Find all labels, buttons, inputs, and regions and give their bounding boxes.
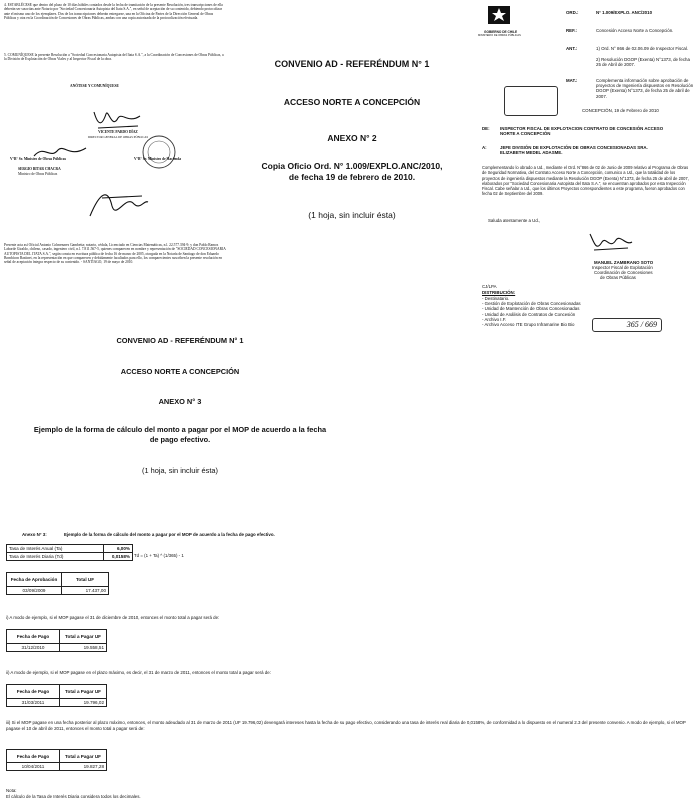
payment-table-2 (6, 684, 107, 707)
note-text: El cálculo de la Tasa de Interés Diaria considera todos los decimales. (6, 794, 141, 799)
distribution-item: - Unidad de Mantención de Obras Concesionadas (482, 306, 580, 312)
vb1-name: SERGIO BITAR CHACRA (18, 167, 61, 171)
table-row (7, 573, 109, 587)
inspector-name: MANUEL ZAMBRANO SOTO (594, 260, 654, 265)
resolution-item-5: 5. COMUNÍQUESE la presente Resolución a "Sociedad Concesionaria Autopista del Itata S.A.", a la Coordinación de Concesiones de Obras Públicas, a la División de Explotación de Obras Viales y al Inspector Fiscal de la obra. (4, 53, 224, 62)
cover2-desc-line2: de pago efectivo. (149, 435, 211, 444)
annex3-label: Anexo N° 3: (22, 532, 47, 537)
anotese-label: ANÓTESE Y COMUNÍQUESE (70, 84, 119, 88)
cover2-desc-line1: Ejemplo de la forma de cálculo del monto a pagar por el MOP de acuerdo a la fecha (33, 425, 327, 434)
distribution-item: - Destinatario. (482, 296, 510, 301)
reception-stamp (504, 86, 558, 116)
initials: CJ/LPA (482, 284, 497, 289)
rate-label: Tasa de Interés Anual (Ta) (7, 545, 104, 553)
cover1-annex: ANEXO N° 2 (327, 133, 377, 143)
cell-date: 10/04/2011 (7, 763, 60, 771)
cell-value: 19.827,28 (60, 763, 107, 771)
rate-value: 6,00% (104, 545, 133, 553)
cover2-pages: (1 hoja, sin incluir ésta) (142, 466, 218, 475)
ministry-seal (134, 132, 184, 172)
resolution-item-4: 4. ESTABLÉCESE que dentro del plazo de 10 días hábiles contados desde la fecha de tramitación de la presente Resolución, tres transcripciones de ella deberán ser suscritas ante Notario por "Sociedad Concesionaria Autopista del Itata S.A.", en señal de aceptación de su contenido, debiendo protocolizar ante el mismo uno de los ejemplares. Dos de los transcripciones deberán entregarse, una en la Oficina de Partes de la Dirección General de Obras Públicas y otra en la Coordinación de Concesiones de Obras Públicas, ambas con una copia autorizada de la protocolización efectuada. (4, 3, 223, 20)
cover1-title: CONVENIO AD - REFERÉNDUM N° 1 (274, 59, 430, 69)
vb1-role: Ministro de Obras Públicas (18, 172, 58, 176)
vb-ministro-hacienda: V°B° Sr. Ministro de Hacienda (134, 157, 182, 161)
cover1-copy-line: Copia Oficio Ord. N° 1.009/EXPLO.ANC/2010, (261, 161, 443, 171)
inspector-role-2: Coordinación de Concesiones (594, 270, 653, 275)
mat-value: Complementa información sobre aprobación de proyectos de Ingeniería dispuestos en Resolución DGOP (Exenta) N°1373, de fecha 25 de abril de 2007. (596, 78, 694, 99)
cover2-title: CONVENIO AD - REFERÉNDUM N° 1 (116, 336, 244, 345)
ant-2: 2) Resolución DGOP (Exenta) N°1373, de fecha 25 de Abril de 2007. (596, 57, 690, 68)
col-header: Fecha de Pago (7, 685, 60, 699)
gov-sub: MINISTERIO DE OBRAS PÚBLICAS (478, 34, 521, 37)
rate-label: Tasa de Interés Diaria (Td) (7, 553, 104, 561)
col-header: Total a Pagar UF (60, 685, 107, 699)
mat-label: MAT.: (566, 78, 578, 83)
col-header: Fecha de Pago (7, 750, 60, 763)
col-header: Total a Pagar UF (60, 630, 107, 644)
distribution-label: DISTRIBUCIÓN: (482, 290, 516, 295)
cover2-annex: ANEXO N° 3 (158, 397, 202, 406)
cover2-subtitle: ACCESO NORTE A CONCEPCIÓN (120, 367, 240, 376)
cell-date: 31/12/2010 (7, 644, 60, 652)
rate-formula: Td = (1 + Ta) ^ (1/365) - 1 (134, 553, 184, 558)
a-value: JEFE DIVISIÓN DE EXPLOTACIÓN DE OBRAS CONCESIONADAS SRA. ELIZABETH MEDEL ADASME. (500, 145, 648, 156)
ord-label: ORD.: (566, 10, 579, 15)
table-row (7, 750, 107, 763)
de-value: INSPECTOR FISCAL DE EXPLOTACION CONTRATO DE CONCESIÓN ACCESO NORTE A CONCEPCIÓN (500, 126, 664, 137)
paragraph-iii: iii) Si el MOP pagase en una fecha posterior al plazo máximo, entonces, el monto adeudado al 31 de marzo de 2011 (UF 19.796,02) devengará intereses hasta la fecha de su pago efectivo, considerando una tasa de interés real diaria de 0,0158%, de conformidad a lo dispuesto en el numeral 2.3 del presente convenio. A modo de ejemplo, si el MOP pagase el 10 de abril de 2011, entonces el monto total a pagar será de: (6, 720, 686, 732)
note-label: Nota: (6, 788, 17, 793)
gov-label: GOBIERNO DE CHILE (484, 30, 518, 34)
cell-value: 19.796,02 (60, 699, 107, 707)
col-header: Total a Pagar UF (60, 750, 107, 763)
table-row (7, 644, 107, 652)
signature-hacienda (82, 186, 152, 226)
cover1-subtitle: ACCESO NORTE A CONCEPCIÓN (283, 97, 421, 107)
notary-certification: Presente acta así Oficial Antonio Colmenares Gambetta; notario, cédula, Licenciado en Ciencias Matemáticas, n.l. 22.577.394-9; y don Pablo Ramos Laborde Giraldo, chileno, casado, ingeniero civil, n.l. 7.811.567-5, quienes comparecen en nombre y representación de "SOCIEDAD CONCESIONARIA AUTOPISTA DEL ITATA S.A.", según consta en escritura pública de fecha 16 de marzo de 2005, otorgada en la Notaría de Santiago de don Eduardo Bombícon Bastinet, en la representación en que comparecen y debidamente facultados para ello, los comparecientes suscriben la presente resolución en señal de aceptación íntegra respecto de su contenido. - SANTIAGO, 19 de mayo de 2010. (4, 243, 226, 265)
distribution-list (482, 296, 592, 327)
approval-table (6, 572, 109, 595)
rates-table (6, 544, 133, 561)
ref-value: Concesión Acceso Norte a Concepción. (596, 28, 674, 33)
paragraph-i: i) A modo de ejemplo, si el MOP pagase el 31 de diciembre de 2010, entonces el monto total a pagar será de: (6, 615, 220, 620)
annex3-header: Ejemplo de la forma de cálculo del monto a pagar por el MOP de acuerdo a la fecha de pago efectivo. (64, 532, 275, 537)
table-row (7, 587, 109, 595)
signer1-name: VICENTE PARDO DÍAZ (98, 130, 138, 134)
ant-1: 1) Ord. N° 866 de 02.06.09 de Inspector Fiscal. (596, 46, 689, 51)
vb-ministro-mop: V°B° Sr. Ministro de Obras Públicas (10, 157, 66, 161)
cover1-date-line: de fecha 19 de febrero de 2010. (288, 172, 416, 182)
de-label: DE: (482, 126, 490, 131)
table-row (7, 553, 133, 561)
place-date: CONCEPCIÓN, 19 de Febrero de 2010 (582, 108, 659, 113)
process-stamp (592, 318, 662, 332)
cell-value: 19.558,51 (60, 644, 107, 652)
table-row (7, 699, 107, 707)
distribution-item: - Archivo Acceso ITE Grupo Inframarine Bio Bio (482, 322, 575, 328)
table-row (7, 685, 107, 699)
ord-value: N° 1.009/EXPLO. ANC/2010 (596, 10, 653, 15)
table-row (7, 545, 133, 553)
payment-table-3 (6, 749, 107, 771)
rate-value: 0,0158% (104, 553, 133, 561)
distribution-item: - Unidad de Análisis de Contratos de Concesión (482, 311, 576, 317)
col-header: Fecha de Aprobación (7, 573, 62, 587)
signer1-role: DIRECTOR GENERAL DE OBRAS PÚBLICAS (87, 135, 149, 139)
cell-date: 03/09/2009 (7, 587, 62, 595)
col-header: Fecha de Pago (7, 630, 60, 644)
distribution-item: - Archivo I.F. (482, 316, 507, 322)
ant-label: ANT.: (566, 46, 578, 51)
letter-closing: Saluda atentamente a Ud., (488, 218, 541, 223)
col-header: Total UF (62, 573, 109, 587)
paragraph-ii: ii) A modo de ejemplo, si el MOP pagase en el plazo máximo, es decir, el 31 de marzo de 2011, entonces el monto total a pagar será de: (6, 670, 271, 675)
distribution-item: - Gestión de Explotación de Obras Concesionadas (482, 301, 581, 307)
signature-inspector (584, 228, 634, 258)
table-row (7, 763, 107, 771)
table-row (7, 630, 107, 644)
stamp-code: 365 / 669 (626, 320, 657, 329)
letter-body: Complementando lo obrado a Ud., mediante el Ord. N°866 de 02 de Junio de 2009 relativo al Programa de Obras de Seguridad Normativa, del Contrato Acceso Norte a Concepción, comunico a Ud., que la totalidad de los proyectos de ingeniería dispuestos mediante la Resolución DGOP (Exenta) N°1373, de fecha 25 de abril de 2007, elaborados por "Sociedad Concesionaria Autopista del Itata S.A.", se encuentran aprobados por esta Inspección Fiscal. Cabe señalar a Ud., que los últimos Proyectos correspondientes a este programa, fueron aprobados con fecha 02 de Septiembre del 2009. (482, 165, 689, 197)
ref-label: REF.: (566, 28, 577, 33)
payment-table-1 (6, 629, 107, 652)
cell-date: 31/03/2011 (7, 699, 60, 707)
cell-value: 17.437,00 (62, 587, 109, 595)
gobierno-de-chile-logo (486, 4, 512, 28)
inspector-role-3: de Obras Públicas (600, 275, 636, 280)
inspector-role-1: Inspector Fiscal de Explotación (592, 265, 653, 270)
cover1-pages: (1 hoja, sin incluir ésta) (308, 210, 396, 220)
a-label: A: (482, 145, 487, 150)
